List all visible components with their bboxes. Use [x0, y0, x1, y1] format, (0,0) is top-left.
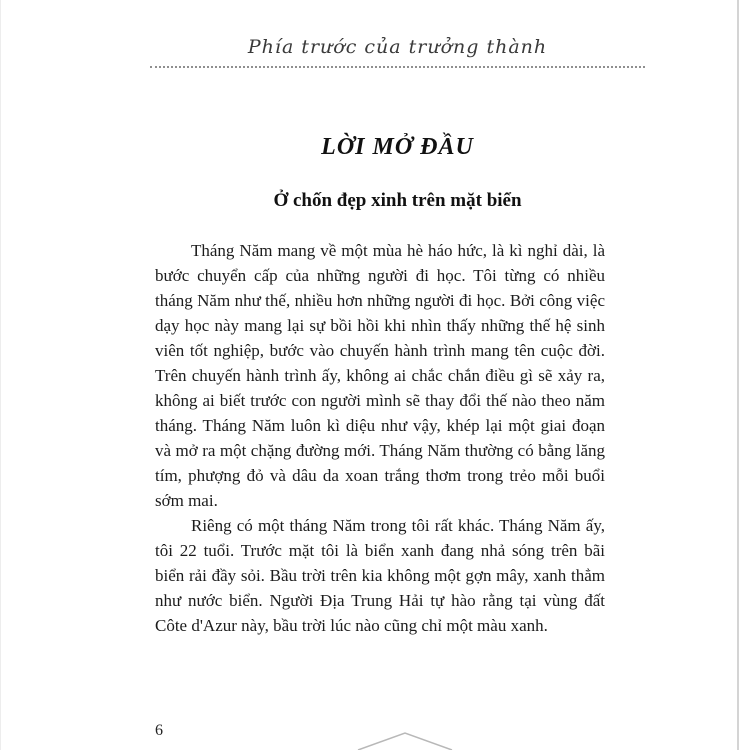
page-edge-left [0, 0, 1, 750]
page-curl-icon [350, 728, 460, 750]
chapter-title: LỜI MỞ ĐẦU [321, 134, 474, 160]
header-divider-dotted [150, 66, 645, 68]
body-paragraph: Riêng có một tháng Năm trong tôi rất khác. Tháng Năm ấy, tôi 22 tuổi. Trước mặt tôi là biển xanh đang nhả sóng trên bãi biển rải đầy sỏi. Bầu trời trên kia không một gợn mây, xanh thẳm như nước biển. Người Địa Trung Hải tự hào rằng tại vùng đất Côte d'Azur này, bầu trời lúc nào cũng chỉ một màu xanh. [155, 516, 605, 635]
body-paragraph: Tháng Năm mang về một mùa hè háo hức, là kì nghỉ dài, là bước chuyển cấp của những người đi học. Tôi từng có nhiều tháng Năm như thế, nhiều hơn những người đi học. Bởi công việc dạy học này mang lại sự bồi hồi khi nhìn thấy những thế hệ sinh viên tốt nghiệp, bước vào chuyến hành trình mang tên cuộc đời. Trên chuyến hành trình ấy, không ai chắc chắn điều gì sẽ xảy ra, không ai biết trước con người mình sẽ thay đổi thế nào theo năm tháng. Tháng Năm luôn kì diệu như vậy, khép lại một giai đoạn và mở ra một chặng đường mới. Tháng Năm thường có bằng lăng tím, phượng đỏ và dâu da xoan trắng thơm trong trẻo mỗi buổi sớm mai. [155, 241, 605, 510]
running-header: Phía trước của trưởng thành [247, 36, 548, 58]
page-edge-right [737, 0, 739, 750]
section-subtitle: Ở chốn đẹp xinh trên mặt biển [273, 190, 522, 211]
page-number: 6 [155, 722, 163, 739]
body-text [155, 238, 605, 638]
